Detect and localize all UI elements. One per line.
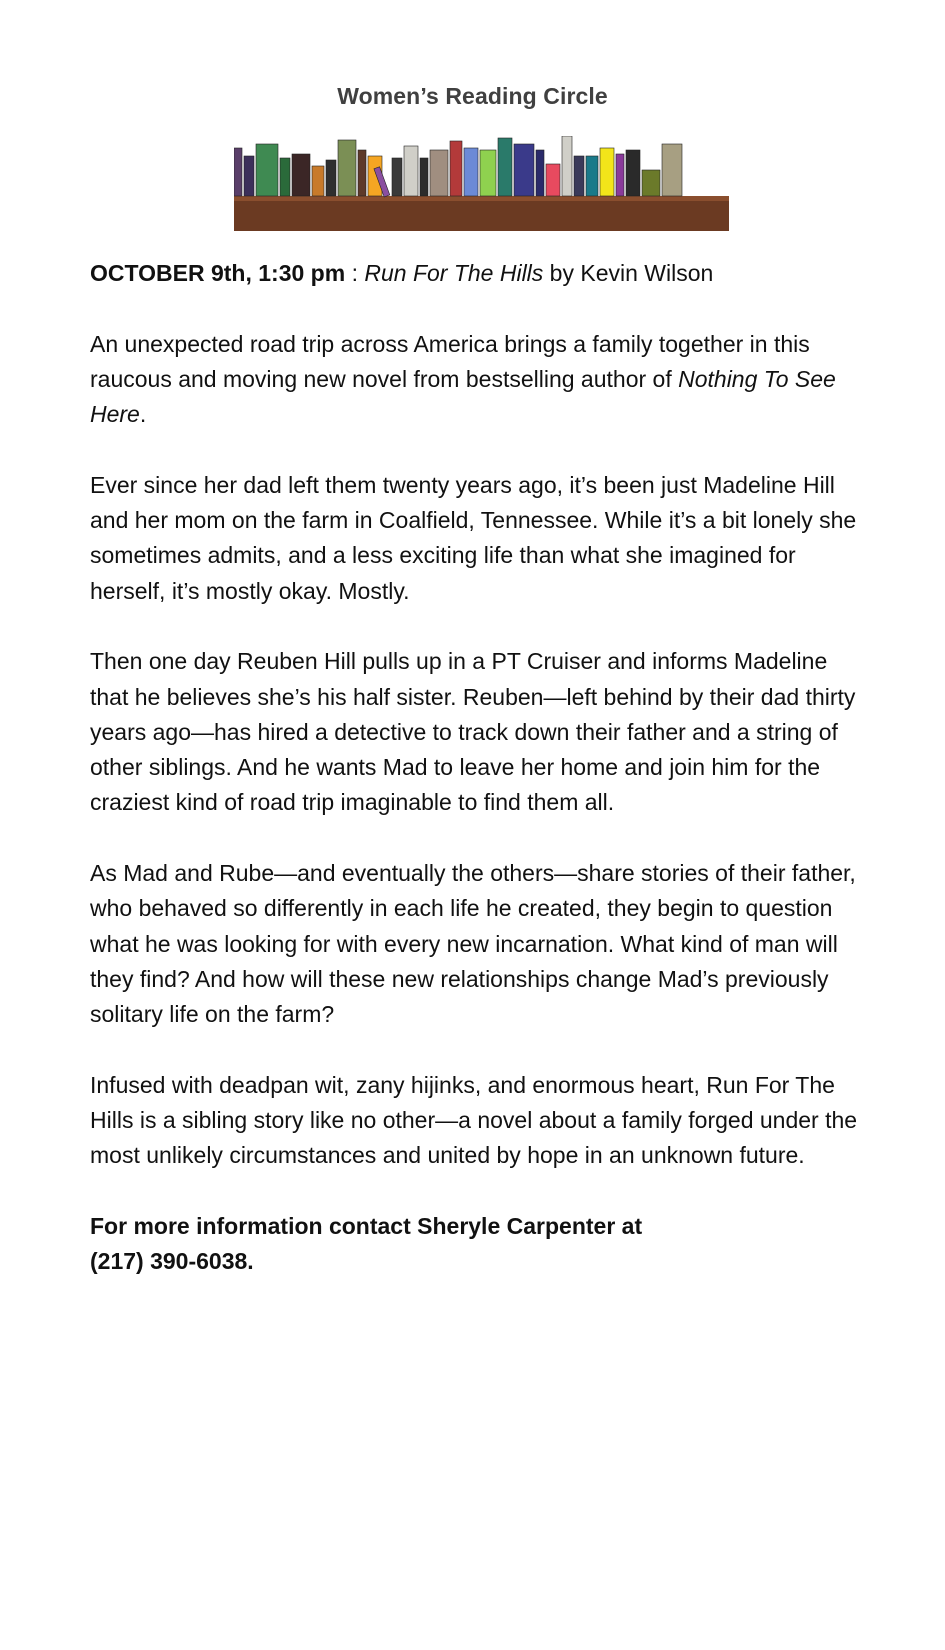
book-spine bbox=[626, 150, 640, 196]
book-spine bbox=[244, 156, 254, 196]
contact-info bbox=[90, 1209, 870, 1280]
meeting-line bbox=[90, 256, 870, 291]
description-paragraph: Then one day Reuben Hill pulls up in a PT Cruiser and informs Madeline that he believes she’s his half sister. Reuben—left behind by their dad thirty years ago—has hired a detective to track down their father and a string of other siblings. And he wants Mad to leave her home and join him for the craziest kind of road trip imaginable to find them all. bbox=[90, 648, 856, 816]
book-spine bbox=[546, 164, 560, 196]
page-title: Women’s Reading Circle bbox=[337, 83, 608, 109]
bookshelf-illustration bbox=[234, 136, 729, 231]
book-spine bbox=[616, 154, 624, 196]
main-content bbox=[90, 256, 870, 1315]
book-spine bbox=[338, 140, 356, 196]
book-spine bbox=[574, 156, 584, 196]
book-spine bbox=[514, 144, 534, 196]
description-paragraph: As Mad and Rube—and eventually the others—share stories of their father, who behaved so differently in each life he created, they begin to question what he was looking for with every new incarnation. What kind of man will they find? And how will these new relationships change Mad’s previously solitary life on the farm? bbox=[90, 860, 856, 1028]
book-spine bbox=[280, 158, 290, 196]
description-paragraph: Infused with deadpan wit, zany hijinks, and enormous heart, Run For The Hills is a sibling story like no other—a novel about a family forged under the most unlikely circumstances and united by hope in an unknown future. bbox=[90, 1071, 858, 1169]
book-spine bbox=[562, 136, 572, 196]
book-spine bbox=[392, 158, 402, 196]
book-spine bbox=[586, 156, 598, 196]
intro-book-title: Nothing To See Here bbox=[90, 365, 836, 428]
meeting-date: OCTOBER 9th, 1:30 pm bbox=[90, 260, 346, 286]
description-paragraph bbox=[90, 327, 870, 433]
book-spine bbox=[420, 158, 428, 196]
book-spine bbox=[404, 146, 418, 196]
book-author: by Kevin Wilson bbox=[543, 260, 714, 286]
book-spine bbox=[430, 150, 448, 196]
book-spine bbox=[642, 170, 660, 196]
book-spine bbox=[234, 148, 242, 196]
shelf-plank bbox=[234, 196, 729, 231]
description-paragraph: Ever since her dad left them twenty years ago, it’s been just Madeline Hill and her mom on the farm in Coalfield, Tennessee. While it’s a bit lonely she sometimes admits, and a less exciting life than what she imagined for herself, it’s mostly okay. Mostly. bbox=[90, 471, 857, 604]
intro-text: An unexpected road trip across America brings a family together in this raucous and moving new novel from bestselling author of bbox=[90, 330, 810, 392]
bookshelf-image bbox=[234, 136, 729, 231]
book-spine bbox=[326, 160, 336, 196]
book-spine bbox=[450, 141, 462, 196]
book-title: Run For The Hills bbox=[364, 260, 544, 286]
intro-end: . bbox=[139, 401, 147, 428]
book-spine bbox=[256, 144, 278, 196]
meeting-separator: : bbox=[345, 260, 365, 286]
book-spine bbox=[536, 150, 544, 196]
book-spine bbox=[292, 154, 310, 196]
book-spine bbox=[480, 150, 496, 196]
book-spine bbox=[662, 144, 682, 196]
book-spine bbox=[498, 138, 512, 196]
contact-phone: (217) 390-6038. bbox=[90, 1248, 254, 1275]
contact-line-1: For more information contact Sheryle Carpenter at bbox=[90, 1213, 643, 1240]
book-spine bbox=[358, 150, 366, 196]
shelf-highlight bbox=[234, 196, 729, 201]
book-spine bbox=[464, 148, 478, 196]
book-spine bbox=[600, 148, 614, 196]
book-spine bbox=[312, 166, 324, 196]
